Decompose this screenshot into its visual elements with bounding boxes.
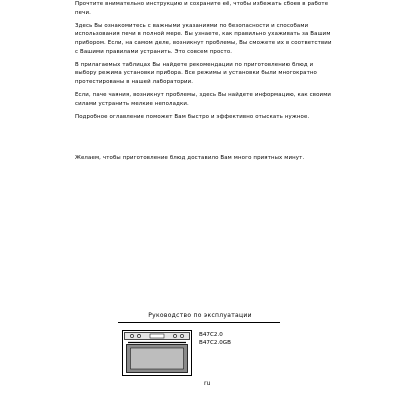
paragraph-2: Здесь Вы ознакомитесь с важными указаниями по безопасности и способами использования печи в полной мере. Вы узнаете, как правильно ухаживать за Вашим прибором. Если, на самом деле, возникнут проблемы, Вы сможете их в соответствии с Вашими правилами устранить. Это совсем просто. [75, 22, 332, 55]
model-number: B47C2.0GB [199, 340, 231, 346]
paragraph-4: Если, паче чаяния, возникнут проблемы, здесь Вы найдете информацию, как своими силами устранить мелкие неполадки. [75, 92, 332, 107]
title-divider [118, 322, 280, 323]
model-list [199, 331, 231, 347]
model-number: B47C2.0 [199, 332, 223, 338]
paragraph-6: Желаем, чтобы приготовление блюд доставило Вам много приятных минут. [75, 154, 305, 161]
oven-illustration [122, 330, 192, 376]
manual-title: Руководство по эксплуатации [148, 312, 252, 319]
language-code: ru [204, 380, 211, 387]
paragraph-3: В прилагаемых таблицах Вы найдете рекомендации по приготовлению блюд и выбору режима установки прибора. Все режимы и установки были многократно протестированы в нашей лаборатории. [75, 61, 317, 85]
instruction-text [75, 0, 333, 167]
paragraph-5: Подробное оглавление поможет Вам быстро и эффективно отыскать нужное. [75, 113, 310, 120]
paragraph-1: Прочтите внимательно инструкцию и сохраните её, чтобы избежать сбоев в работе печи. [75, 1, 329, 16]
